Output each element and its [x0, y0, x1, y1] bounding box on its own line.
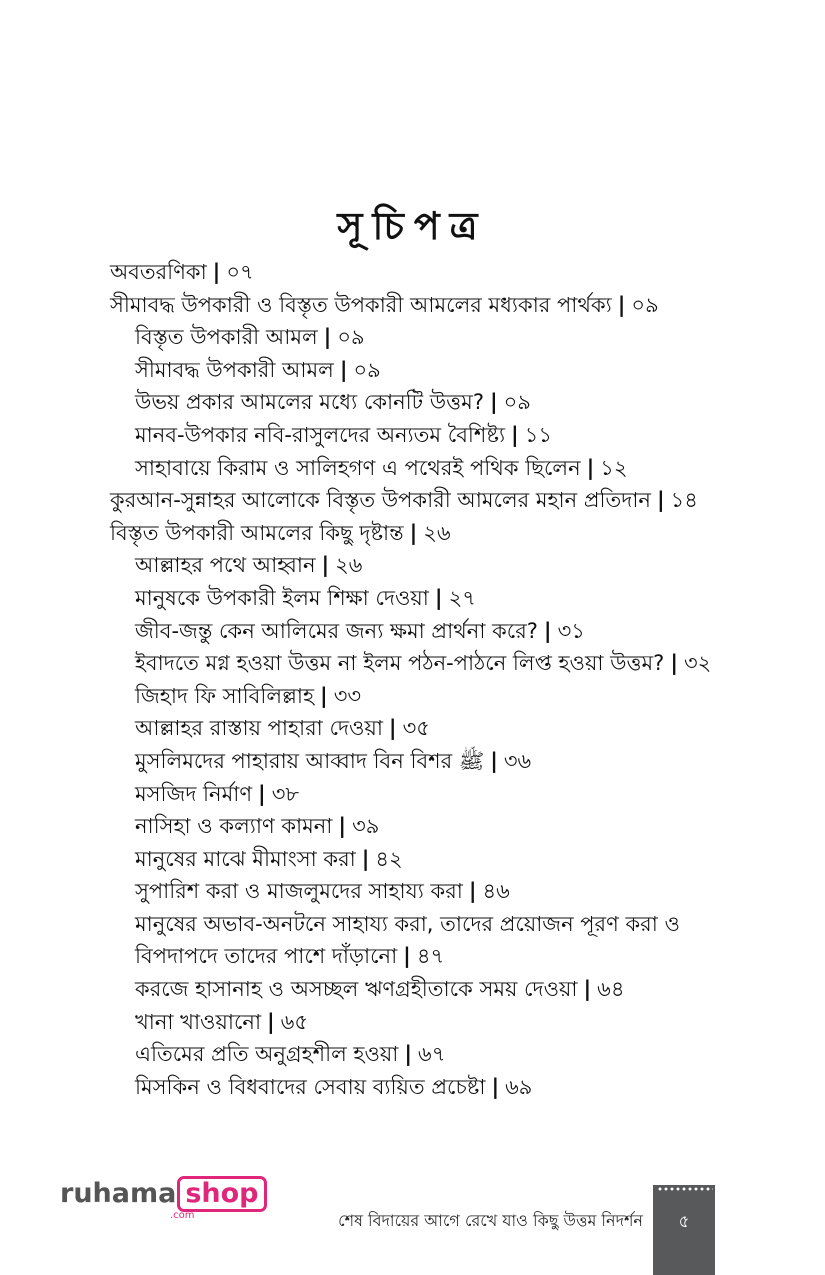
toc-entry[interactable] — [110, 1038, 770, 1071]
toc-entry-title: মিসকিন ও বিধবাদের সেবায় ব্যয়িত প্রচেষ্টা — [135, 1074, 486, 1099]
toc-separator: | — [670, 651, 678, 676]
toc-entry[interactable] — [110, 940, 770, 973]
toc-entry-title: আল্লাহর রাস্তায় পাহারা দেওয়া — [135, 716, 383, 741]
toc-entry-title: সুপারিশ করা ও মাজলুমদের সাহায্য করা — [135, 879, 463, 904]
toc-separator: | — [404, 1042, 413, 1067]
toc-entry-title: অবতরণিকা — [110, 260, 207, 284]
toc-entry-title: মানুষের মাঝে মীমাংসা করা — [135, 846, 356, 871]
toc-entry-title: ইবাদতে মগ্ন হওয়া উত্তম না ইলম পঠন-পাঠনে লিপ্ত হওয়া উত্তম? — [135, 651, 665, 676]
toc-entry-title: উভয় প্রকার আমলের মধ্যে কোনটি উত্তম? — [135, 390, 484, 415]
toc-page-number: ৩১ — [557, 618, 585, 643]
toc-page-number: ২৬ — [335, 553, 363, 578]
toc-separator: | — [403, 944, 411, 969]
toc-entry-title: খানা খাওয়ানো — [135, 1009, 262, 1034]
toc-separator: | — [338, 814, 347, 839]
toc-separator: | — [434, 585, 443, 610]
logo-text-shop: shop — [177, 1176, 266, 1212]
toc-entry-title: জীব-জন্তু কেন আলিমের জন্য ক্ষমা প্রার্থনা করে? — [135, 618, 538, 643]
toc-entry-title: মুসলিমদের পাহারায় আব্বাদ বিন বিশর ﷺ — [135, 748, 485, 773]
toc-separator: | — [321, 553, 330, 578]
toc-entry[interactable] — [110, 647, 770, 680]
toc-separator: | — [543, 618, 552, 643]
toc-separator: | — [468, 879, 477, 904]
toc-entry[interactable] — [110, 452, 770, 485]
toc-page-number: ৬৫ — [280, 1009, 308, 1034]
toc-page-number: ৬৯ — [505, 1074, 533, 1099]
toc-page-number: ০৯ — [337, 325, 365, 350]
toc-page-number: ০৯ — [503, 390, 531, 415]
toc-entry-title: এতিমের প্রতি অনুগ্রহশীল হওয়া — [135, 1042, 399, 1067]
toc-entry-title: মানুষকে উপকারী ইলম শিক্ষা দেওয়া — [135, 585, 429, 610]
toc-entry-title: বিস্তৃত উপকারী আমলের কিছু দৃষ্টান্ত — [110, 520, 404, 545]
toc-entry[interactable] — [110, 875, 770, 908]
toc-page-number: ৩২ — [683, 651, 712, 676]
toc-entry[interactable] — [110, 386, 770, 419]
table-of-contents — [110, 256, 770, 1103]
toc-entry[interactable] — [110, 582, 770, 615]
toc-entry[interactable] — [110, 680, 770, 713]
toc-entry-continued[interactable] — [110, 908, 770, 941]
toc-entry[interactable] — [110, 517, 770, 550]
toc-entry-title: মসজিদ নির্মাণ — [135, 781, 253, 806]
toc-entry[interactable] — [110, 745, 770, 778]
toc-separator: | — [388, 716, 397, 741]
toc-entry[interactable] — [110, 419, 770, 452]
toc-separator: | — [212, 260, 221, 284]
toc-page-number: ১১ — [524, 422, 552, 447]
page-title: সূচিপত্র — [337, 204, 488, 249]
toc-separator: | — [361, 846, 370, 871]
toc-entry-title: সীমাবদ্ধ উপকারী আমল — [135, 357, 334, 382]
toc-entry[interactable] — [110, 354, 770, 387]
toc-entry-title: আল্লাহর পথে আহ্বান — [135, 553, 316, 578]
toc-page-number: ০৭ — [226, 260, 254, 284]
toc-page-number: ২৬ — [423, 520, 451, 545]
toc-entry-title: সাহাবায়ে কিরাম ও সালিহগণ এ পথেরই পথিক ছিলেন — [135, 455, 581, 480]
toc-separator: | — [267, 1009, 275, 1034]
toc-page-number: ৪৬ — [482, 879, 510, 904]
running-footer-book-title: শেষ বিদায়ের আগে রেখে যাও কিছু উত্তম নিদর্শন — [338, 1211, 643, 1230]
toc-page-number: ৩৫ — [402, 716, 430, 741]
toc-entry-title: মানুষের অভাব-অনটনে সাহায্য করা, তাদের প্রয়োজন পূরণ করা ও — [135, 911, 680, 936]
toc-entry[interactable] — [110, 973, 770, 1006]
toc-entry[interactable] — [110, 1071, 770, 1104]
toc-page-number: ০৯ — [353, 357, 381, 382]
toc-separator: | — [511, 422, 519, 447]
toc-page-number: ১৪ — [670, 488, 698, 513]
toc-separator: | — [617, 292, 626, 317]
toc-separator: | — [656, 488, 665, 513]
toc-entry[interactable] — [110, 843, 770, 876]
toc-separator: | — [323, 325, 332, 350]
logo-text-com: .com — [170, 1210, 195, 1221]
toc-entry-title: সীমাবদ্ধ উপকারী ও বিস্তৃত উপকারী আমলের মধ্যকার পার্থক্য — [110, 292, 612, 317]
toc-entry[interactable] — [110, 289, 770, 322]
toc-entry-title: মানব-উপকার নবি-রাসুলদের অন্যতম বৈশিষ্ট্য — [135, 422, 506, 447]
toc-page-number: ১২ — [600, 455, 628, 480]
toc-page-number: ৪২ — [375, 846, 403, 871]
logo-text-ruhama: ruhama — [60, 1178, 177, 1209]
toc-separator: | — [320, 683, 328, 708]
toc-entry-title: বিস্তৃত উপকারী আমল — [135, 325, 318, 350]
toc-separator: | — [491, 1074, 500, 1099]
toc-entry[interactable] — [110, 810, 770, 843]
toc-separator: | — [258, 781, 266, 806]
toc-page-number: ৩৩ — [333, 683, 362, 708]
toc-separator: | — [583, 977, 592, 1002]
page-number: ৫ — [678, 1212, 690, 1232]
toc-page-number: ৩৯ — [352, 814, 380, 839]
toc-entry-title: করজে হাসানাহ ও অসচ্ছল ঋণগ্রহীতাকে সময় দেওয়া — [135, 977, 578, 1002]
page-number-tab — [653, 1185, 715, 1275]
toc-page-number: ৩৬ — [503, 748, 532, 773]
toc-entry-title: কুরআন-সুন্নাহর আলোকে বিস্তৃত উপকারী আমলের মহান প্রতিদান — [110, 488, 651, 513]
toc-page-number: ৬৪ — [597, 977, 625, 1002]
toc-separator: | — [489, 390, 498, 415]
toc-page-number: ২৭ — [448, 585, 476, 610]
toc-entry-title: বিপদাপদে তাদের পাশে দাঁড়ানো — [135, 944, 398, 969]
toc-page-number: ৪৭ — [416, 944, 445, 969]
toc-entry[interactable] — [110, 778, 770, 811]
toc-entry-title: জিহাদ ফি সাবিলিল্লাহ — [135, 683, 315, 708]
toc-entry[interactable] — [110, 1006, 770, 1039]
publisher-logo — [60, 1176, 267, 1220]
toc-entry[interactable] — [110, 712, 770, 745]
toc-separator: | — [339, 357, 348, 382]
toc-entry[interactable] — [110, 256, 770, 289]
tab-dots-decoration — [657, 1187, 713, 1191]
toc-entry[interactable] — [110, 321, 770, 354]
toc-page-number: ৩৮ — [271, 781, 299, 806]
toc-entry[interactable] — [110, 615, 770, 648]
toc-entry-title: নাসিহা ও কল্যাণ কামনা — [135, 814, 333, 839]
toc-page-number: ৬৭ — [418, 1042, 446, 1067]
toc-entry[interactable] — [110, 484, 770, 517]
toc-entry[interactable] — [110, 549, 770, 582]
toc-separator: | — [409, 520, 418, 545]
toc-separator: | — [586, 455, 595, 480]
toc-separator: | — [490, 748, 498, 773]
toc-page-number: ০৯ — [631, 292, 659, 317]
